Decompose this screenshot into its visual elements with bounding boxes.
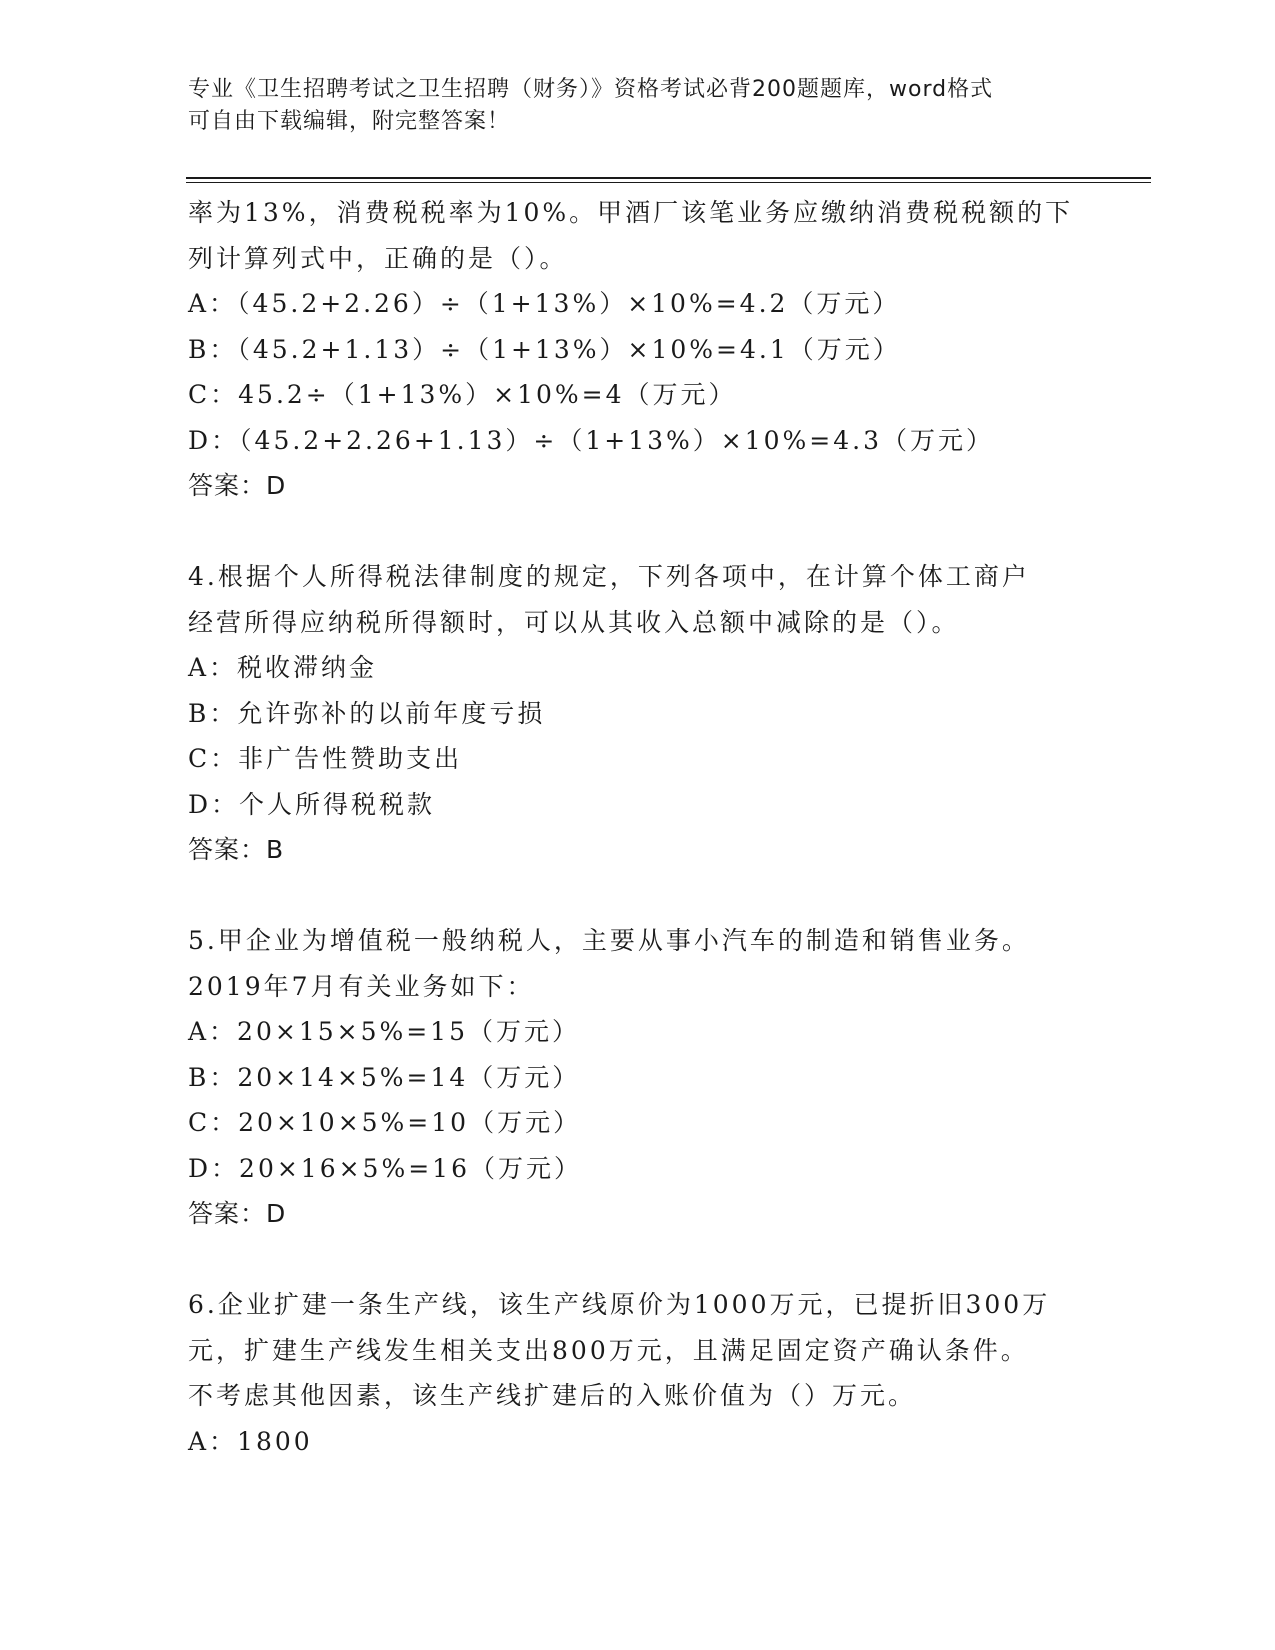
option-b: B：（45.2+1.13）÷（1+13%）×10%=4.1（万元） (188, 334, 901, 364)
option-c: C：45.2÷（1+13%）×10%=4（万元） (188, 380, 737, 409)
answer-label: 答案：D (188, 1199, 287, 1228)
question-stem: 不考虑其他因素，该生产线扩建后的入账价值为（）万元。 (188, 1381, 917, 1410)
question-4 (188, 554, 1088, 873)
question-stem: 元，扩建生产线发生相关支出800万元，且满足固定资产确认条件。 (188, 1335, 1029, 1365)
option-d: D：（45.2+2.26+1.13）÷（1+13%）×10%=4.3（万元） (188, 425, 995, 455)
question-stem: 率为13%，消费税税率为10%。甲酒厂该笔业务应缴纳消费税税额的下 (188, 198, 1074, 227)
question-stem: 5.甲企业为增值税一般纳税人，主要从事小汽车的制造和销售业务。 (188, 926, 1030, 955)
option-c: C：20×10×5%=10（万元） (188, 1108, 582, 1137)
option-a: A：税收滞纳金 (188, 653, 378, 682)
answer-label: 答案：D (188, 471, 287, 500)
header-divider-thick (186, 177, 1151, 179)
spacer (188, 873, 1088, 919)
header-divider-thin (186, 182, 1151, 183)
header-line-2: 可自由下载编辑，附完整答案！ (188, 109, 511, 134)
header-line-1: 专业《卫生招聘考试之卫生招聘（财务）》资格考试必背200题题库，word格式 (188, 77, 994, 102)
option-d: D：个人所得税税款 (188, 789, 436, 819)
question-stem: 6.企业扩建一条生产线，该生产线原价为1000万元，已提折旧300万 (188, 1290, 1051, 1319)
question-stem: 列计算列式中，正确的是（）。 (188, 243, 568, 273)
option-b: B：20×14×5%=14（万元） (188, 1062, 581, 1092)
question-stem: 经营所得应纳税所得额时，可以从其收入总额中减除的是（）。 (188, 607, 960, 637)
question-6 (188, 1282, 1088, 1464)
option-c: C：非广告性赞助支出 (188, 744, 463, 773)
option-d: D：20×16×5%=16（万元） (188, 1153, 582, 1183)
question-stem: 2019年7月有关业务如下： (188, 971, 535, 1001)
spacer (188, 509, 1088, 555)
question-list (188, 190, 1088, 1464)
answer-label: 答案：B (188, 835, 285, 864)
document-header (188, 74, 1088, 138)
question-5 (188, 918, 1088, 1237)
option-a: A：1800 (188, 1426, 313, 1456)
option-b: B：允许弥补的以前年度亏损 (188, 698, 546, 728)
question-stem: 4.根据个人所得税法律制度的规定，下列各项中，在计算个体工商户 (188, 562, 1030, 591)
question-3 (188, 190, 1088, 509)
spacer (188, 1237, 1088, 1283)
option-a: A：（45.2+2.26）÷（1+13%）×10%=4.2（万元） (188, 289, 901, 318)
option-a: A：20×15×5%=15（万元） (188, 1017, 580, 1046)
